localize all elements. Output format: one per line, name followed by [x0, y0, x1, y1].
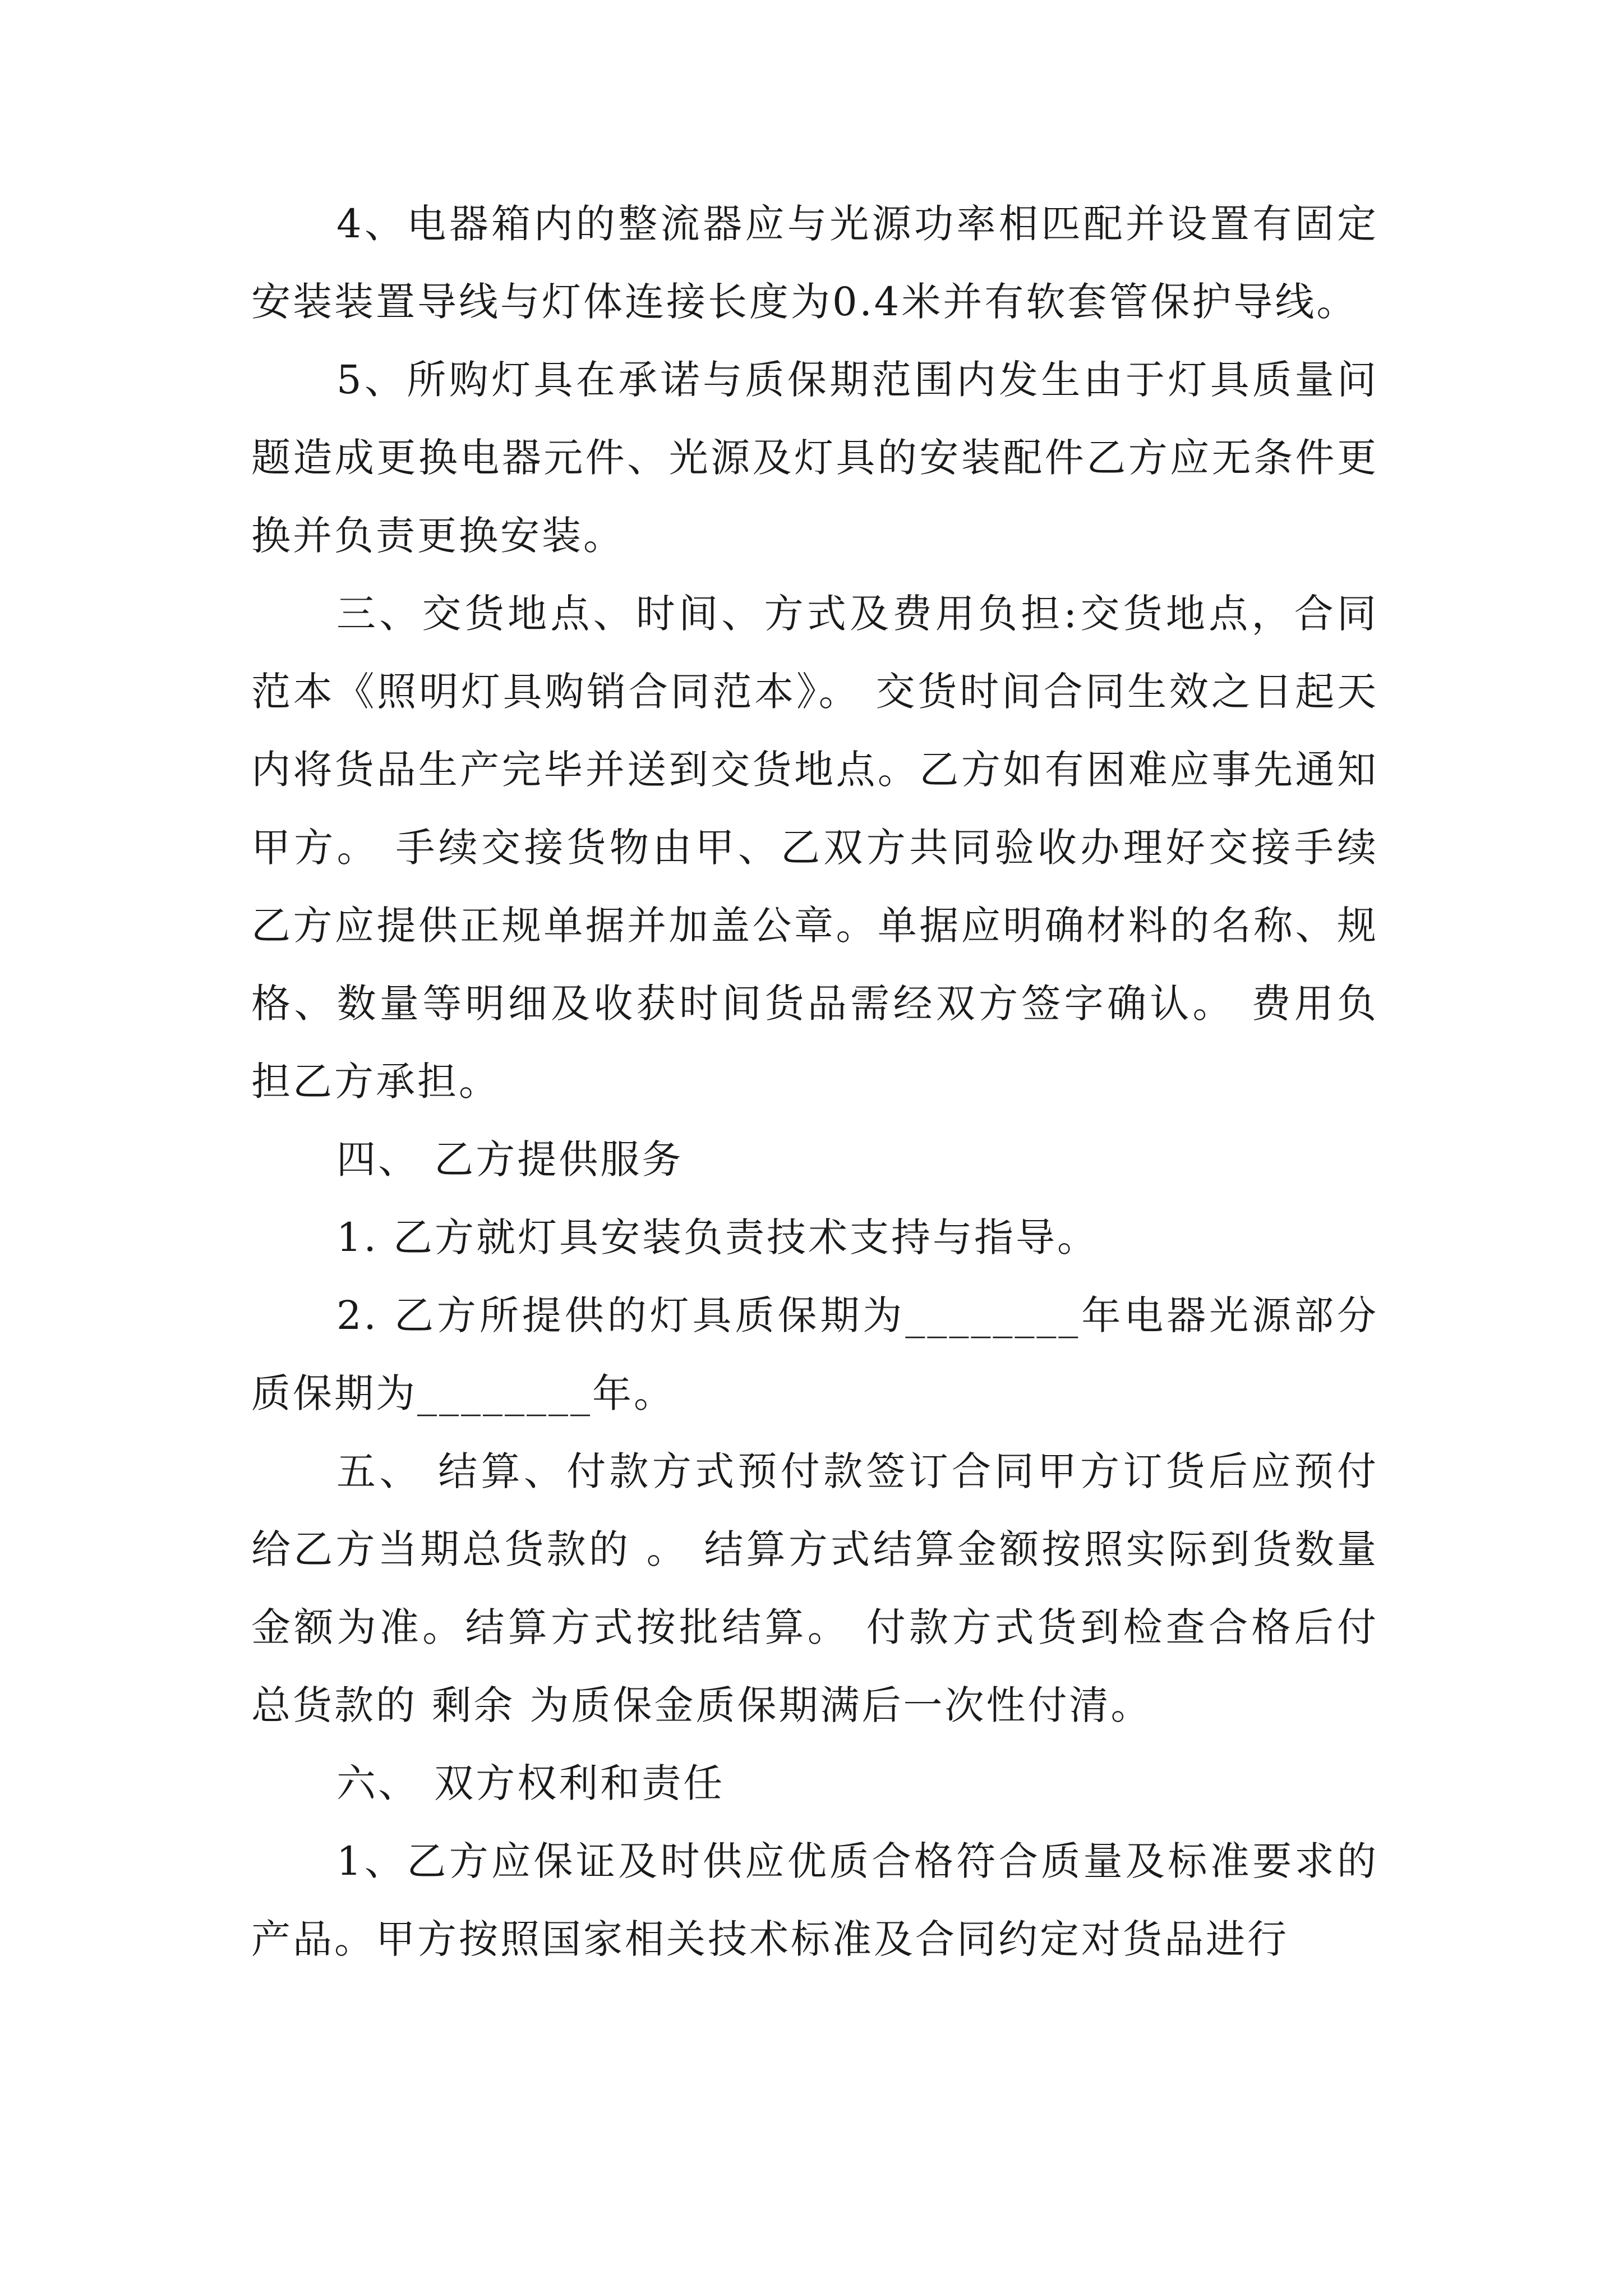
service-item-1: 1. 乙方就灯具安装负责技术支持与指导。	[336, 1214, 1099, 1260]
section-6-heading: 六、 双方权利和责任	[336, 1760, 725, 1806]
clause-4-rectifier: 4、电器箱内的整流器应与光源功率相匹配并设置有固定安装装置导线与灯体连接长度为0.4米并有软套管保护导线。	[251, 201, 1378, 325]
service-item-2-warranty: 2. 乙方所提供的灯具质保期为________年电器光源部分质保期为________年。	[251, 1292, 1378, 1416]
contract-body	[251, 185, 1378, 1978]
clause-5-replacement: 5、所购灯具在承诺与质保期范围内发生由于灯具质量问题造成更换电器元件、光源及灯具的安装配件乙方应无条件更换并负责更换安装。	[251, 357, 1378, 559]
section-4-heading: 四、 乙方提供服务	[336, 1137, 684, 1182]
rights-item-1: 1、乙方应保证及时供应优质合格符合质量及标准要求的产品。甲方按照国家相关技术标准及合同约定对货品进行	[251, 1838, 1378, 1962]
section-5-settlement: 五、 结算、付款方式预付款签订合同甲方订货后应预付给乙方当期总货款的 。 结算方式结算金额按照实际到货数量金额为准。结算方式按批结算。 付款方式货到检查合格后付总货款的 剩余 为质保金质保期满后一次性付清。	[251, 1448, 1378, 1728]
section-3-delivery: 三、交货地点、时间、方式及费用负担:交货地点，合同范本《照明灯具购销合同范本》。 交货时间合同生效之日起天内将货品生产完毕并送到交货地点。乙方如有困难应事先通知甲方。 手续交接货物由甲、乙双方共同验收办理好交接手续乙方应提供正规单据并加盖公章。单据应明确材料的名称、规格、数量等明细及收获时间货品需经双方签字确认。 费用负担乙方承担。	[251, 591, 1378, 1105]
